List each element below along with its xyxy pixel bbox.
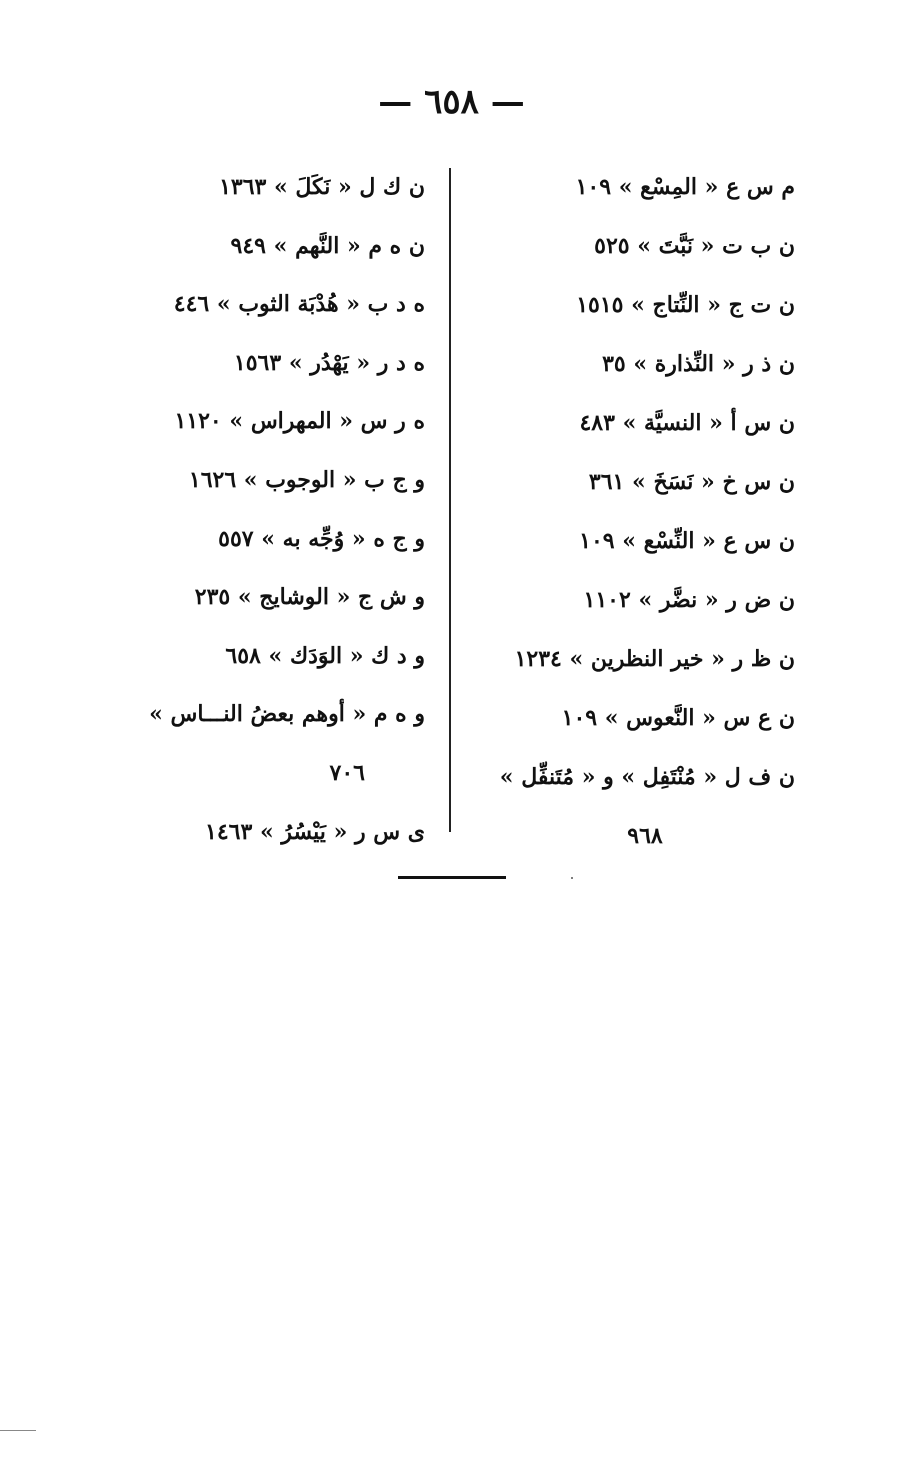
index-entry: ن ك ل « نَكَلَ » ١٣٦٣ [219,174,425,200]
index-entry-continuation: ٧٠٦ [329,759,365,786]
index-entry: و ش ج « الوشايج » ٢٣٥ [194,584,425,611]
index-entry: م س ع « المِسْع » ١٠٩ [575,174,795,200]
index-entry: و ج ه « وُجِّه به » ٥٥٧ [218,525,425,552]
index-entry: ن ت ج « النِّتاج » ١٥١٥ [576,292,795,318]
index-entry-continuation: ٩٦٨ [627,823,663,849]
index-entry: ن س ع « النِّسْع » ١٠٩ [579,528,795,554]
index-entry: ن س خ « نَسَخَ » ٣٦١ [588,469,795,495]
print-speck [571,877,573,879]
index-entry: و د ك « الوَدَك » ٦٥٨ [225,642,425,669]
index-entry: ه ر س « المهراس » ١١٢٠ [174,408,425,435]
end-rule [398,876,506,879]
index-entry: ن ع س « النَّعوس » ١٠٩ [561,705,795,731]
index-entry: ن ض ر « نضَّر » ١١٠٢ [583,587,795,613]
index-entry: ن ب ت « نَبَّتَ » ٥٢٥ [594,233,795,259]
index-entry: ن ف ل « مُنْتَفِل » و « مُتَنفِّل » [499,764,795,790]
index-entry: ى س ر « يَيْسُرُ » ١٤٦٣ [205,818,425,845]
index-entry: ن س أ « النسيَّة » ٤٨٣ [579,410,795,436]
index-entry: ن ظ ر « خير النظرين » ١٢٣٤ [514,646,795,672]
column-divider [449,168,451,832]
index-entry: و ج ب « الوجوب » ١٦٢٦ [188,466,425,493]
index-column-left [65,158,425,861]
index-entry: ه د ب « هُدْبَة الثوب » ٤٤٦ [173,291,425,318]
margin-mark [0,1430,36,1431]
index-column-right [455,158,795,866]
page-number: — ٦٥٨ — [378,82,525,122]
index-entry: ه د ر « يَهْدُر » ١٥٦٣ [233,349,425,376]
index-entry: ن ه م « النَّهم » ٩٤٩ [230,232,425,259]
index-entry: ن ذ ر « النِّذارة » ٣٥ [602,351,795,377]
index-entry: و ه م « أوهم بعضُ النـــاس » [149,701,425,728]
